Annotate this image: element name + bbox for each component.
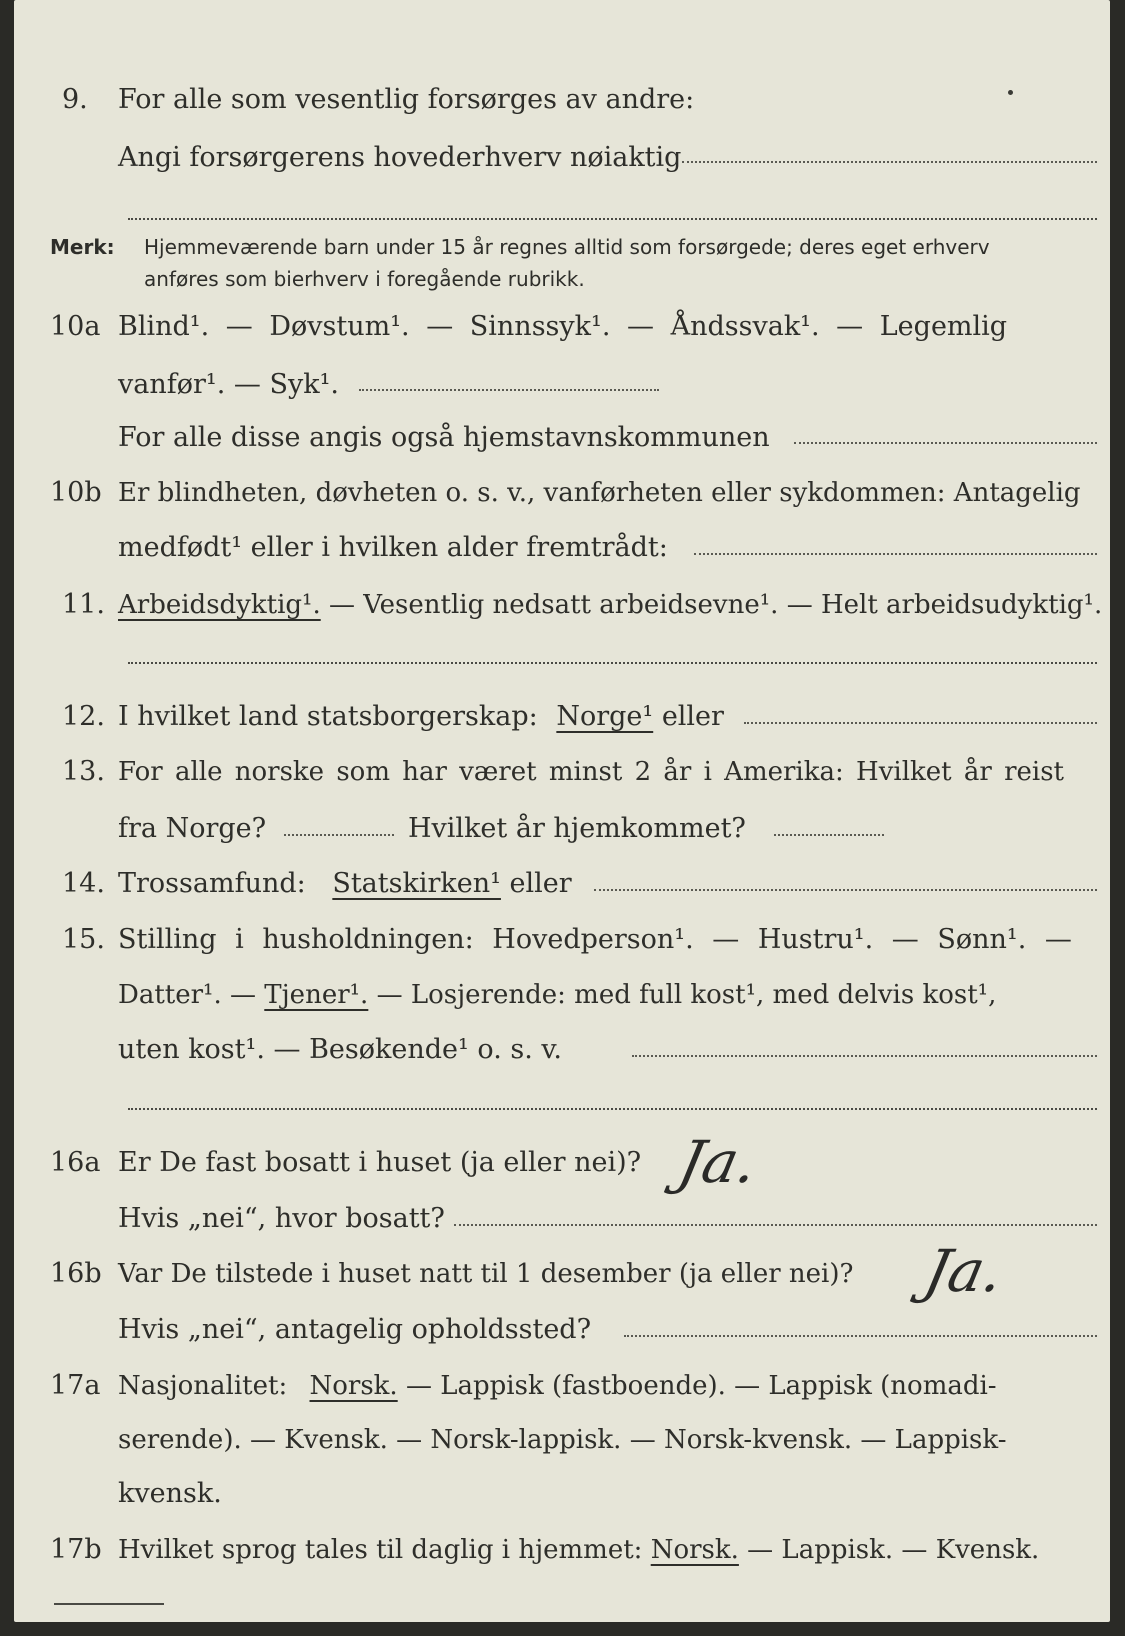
q16a-number: 16a	[50, 1147, 101, 1178]
q17a-option-underlined[interactable]: Norsk.	[309, 1371, 398, 1401]
q16a-line1: Er De fast bosatt i huset (ja eller nei)?	[118, 1147, 642, 1178]
q16b-handwritten-answer: Ja.	[918, 1237, 1010, 1305]
q17b-number: 17b	[50, 1534, 102, 1565]
q17a-line1	[118, 1366, 997, 1406]
q17a-line3: kvensk.	[118, 1478, 222, 1509]
q15-option-underlined[interactable]: Tjener¹.	[264, 980, 369, 1010]
q15-separator	[128, 1108, 1097, 1110]
q11-number: 11.	[62, 589, 105, 620]
q16a-line2: Hvis „nei“, hvor bosatt?	[118, 1203, 445, 1234]
q13-number: 13.	[62, 756, 105, 787]
q16b-number: 16b	[50, 1258, 102, 1289]
q12-line	[118, 697, 724, 737]
note-line2: anføres som bierhverv i foregående rubrikk.	[144, 267, 585, 291]
q9-answer-line[interactable]	[682, 161, 1097, 163]
note-line1: Hjemmeværende barn under 15 år regnes alltid som forsørgede; deres eget erhverv	[144, 235, 990, 259]
q15-line2-rest: — Losjerende: med full kost¹, med delvis kost¹,	[376, 980, 997, 1010]
q14-answer-line[interactable]	[594, 889, 1097, 891]
q10a-line1: Blind¹. — Døvstum¹. — Sinnssyk¹. — Åndssvak¹. — Legemlig	[118, 311, 1008, 342]
q14-option-underlined[interactable]: Statskirken¹	[332, 868, 501, 899]
q10a-answer-line[interactable]	[359, 389, 659, 391]
q10b-line1: Er blindheten, døvheten o. s. v., vanførheten eller sykdommen: Antagelig	[118, 478, 1081, 508]
q16b-line1: Var De tilstede i huset natt til 1 desember (ja eller nei)?	[118, 1259, 854, 1289]
q13-year-left-line[interactable]	[284, 834, 394, 836]
q12-option-underlined[interactable]: Norge¹	[556, 701, 654, 732]
q15-number: 15.	[62, 924, 105, 955]
footnote-rule	[54, 1603, 164, 1605]
q14-line	[118, 864, 572, 904]
q11-line	[118, 585, 1102, 625]
q16b-line2: Hvis „nei“, antagelig opholdssted?	[118, 1314, 592, 1345]
ink-speck	[1008, 90, 1013, 95]
q15-line1: Stilling i husholdningen: Hovedperson¹. — Hustru¹. — Sønn¹. —	[118, 924, 1072, 955]
q17b-option-underlined[interactable]: Norsk.	[650, 1535, 739, 1565]
q12-or: eller	[661, 701, 724, 732]
q13-line2a: fra Norge?	[118, 813, 267, 844]
q16a-answer-line[interactable]	[454, 1224, 1097, 1226]
census-form-page	[14, 0, 1110, 1622]
q10a-number: 10a	[50, 311, 101, 342]
q9-line2: Angi forsørgerens hovederhverv nøiaktig	[118, 142, 682, 173]
q16b-answer-line[interactable]	[624, 1335, 1097, 1337]
q10a-line3: For alle disse angis også hjemstavnskommunen	[118, 422, 770, 453]
q10b-number: 10b	[50, 477, 102, 508]
q17a-line2: serende). — Kvensk. — Norsk-lappisk. — Norsk-kvensk. — Lappisk-	[118, 1425, 1007, 1455]
q17b-rest: — Lappisk. — Kvensk.	[747, 1535, 1040, 1565]
q14-number: 14.	[62, 868, 105, 899]
q11-options-rest: — Vesentlig nedsatt arbeidsevne¹. — Helt arbeidsudyktig¹.	[328, 590, 1103, 620]
q14-or: eller	[509, 868, 572, 899]
note-label: Merk:	[50, 235, 115, 259]
q10a-line2: vanfør¹. — Syk¹.	[118, 369, 339, 400]
q12-question: I hvilket land statsborgerskap:	[118, 701, 538, 732]
q10b-answer-line[interactable]	[694, 553, 1097, 555]
q16a-handwritten-answer: Ja.	[672, 1128, 764, 1196]
q13-line2b: Hvilket år hjemkommet?	[408, 813, 746, 844]
q9-number: 9.	[62, 84, 88, 115]
q12-answer-line[interactable]	[744, 722, 1097, 724]
q15-datter: Datter¹. —	[118, 980, 257, 1010]
q10a-hometown-line[interactable]	[794, 442, 1097, 444]
q15-line2	[118, 975, 996, 1015]
q15-answer-line[interactable]	[632, 1055, 1097, 1057]
q12-number: 12.	[62, 701, 105, 732]
q14-question: Trossamfund:	[118, 868, 306, 899]
q9-line1: For alle som vesentlig forsørges av andre:	[118, 84, 695, 115]
q17a-question: Nasjonalitet:	[118, 1371, 288, 1401]
q17b-line	[118, 1530, 1039, 1570]
q11-separator	[128, 662, 1097, 664]
q17a-line1-rest: — Lappisk (fastboende). — Lappisk (nomadi-	[405, 1371, 997, 1401]
q15-line3: uten kost¹. — Besøkende¹ o. s. v.	[118, 1034, 563, 1065]
q13-line1: For alle norske som har været minst 2 år i Amerika: Hvilket år reist	[118, 757, 1064, 787]
q17a-number: 17a	[50, 1370, 101, 1401]
q9-answer-line-2[interactable]	[128, 218, 1097, 220]
q10b-line2: medfødt¹ eller i hvilken alder fremtrådt:	[118, 532, 668, 563]
q17b-question: Hvilket sprog tales til daglig i hjemmet:	[118, 1535, 643, 1565]
q13-year-returned-line[interactable]	[774, 834, 884, 836]
q11-option-underlined[interactable]: Arbeidsdyktig¹.	[118, 590, 321, 620]
